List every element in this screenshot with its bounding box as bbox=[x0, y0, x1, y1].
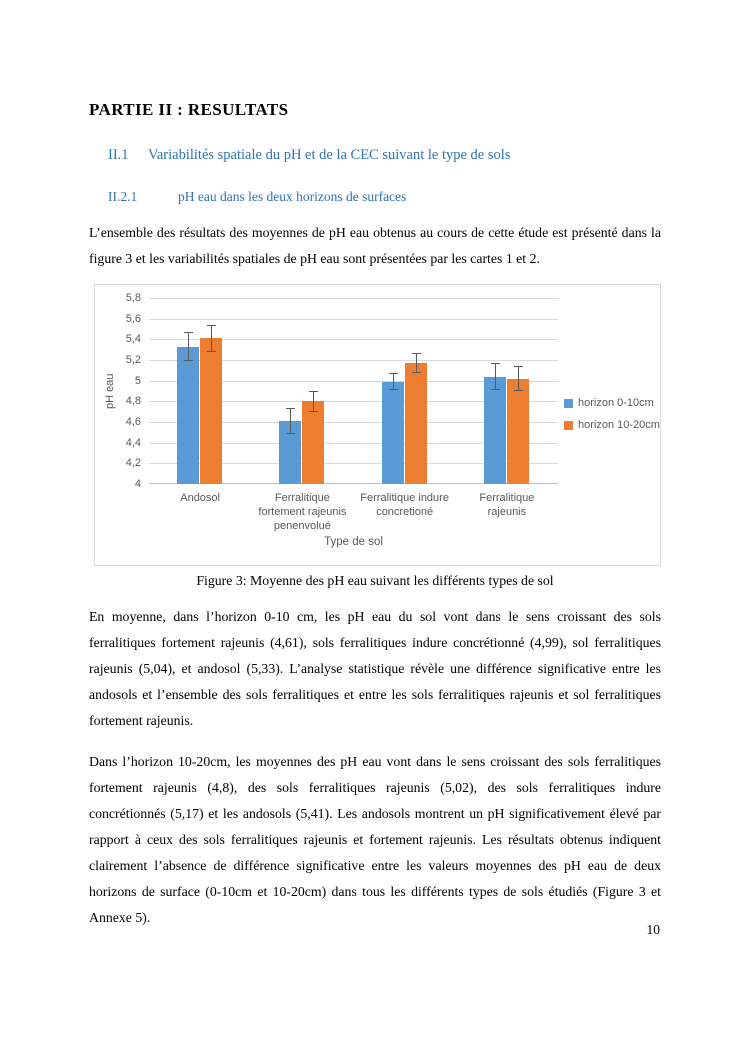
x-category-label: Ferralitique indure concretioné bbox=[360, 492, 449, 518]
results-paragraph-1: En moyenne, dans l’horizon 0-10 cm, les pH eau du sol vont dans le sens croissant des sols ferralitiques fortement rajeunis (4,61), sols ferralitiques indure concrétionné (4,99), sol ferralitiques rajeunis (5,04), et andosol (5,33). L’analyse statistique révèle une différence significative entre les andosols et l’ensemble des sols ferralitiques et entre les sols ferralitiques rajeunis et sol ferralitiques fortement rajeunis. bbox=[89, 609, 661, 728]
y-tick-label: 4,2 bbox=[125, 457, 141, 469]
error-bar bbox=[389, 373, 398, 390]
section-number: II.1 bbox=[108, 147, 129, 163]
legend-item bbox=[564, 397, 660, 409]
y-tick-label: 5,6 bbox=[125, 313, 141, 325]
x-axis-labels bbox=[149, 491, 558, 533]
y-tick-label: 4,8 bbox=[125, 395, 141, 407]
y-tick-label: 5,8 bbox=[125, 292, 141, 304]
bar bbox=[200, 338, 222, 484]
x-category-label: Ferralitique rajeunis bbox=[479, 492, 535, 518]
bar bbox=[177, 347, 199, 484]
y-tick-label: 5 bbox=[134, 375, 141, 387]
legend-item bbox=[564, 419, 660, 431]
subsection-number: II.2.1 bbox=[108, 189, 138, 204]
bar bbox=[382, 382, 404, 484]
error-bar bbox=[309, 391, 318, 412]
y-tick-label: 5,4 bbox=[125, 333, 141, 345]
y-tick-label: 4,4 bbox=[125, 437, 141, 449]
bar bbox=[405, 363, 427, 484]
section-title: Variabilités spatiale du pH et de la CEC suivant le type de sols bbox=[148, 147, 511, 163]
error-bar bbox=[184, 332, 193, 361]
y-tick-label: 5,2 bbox=[125, 354, 141, 366]
x-axis-title: Type de sol bbox=[324, 536, 383, 548]
error-bar bbox=[412, 353, 421, 373]
gridline bbox=[149, 319, 558, 320]
legend-label: horizon 0-10cm bbox=[578, 397, 654, 409]
results-paragraph-2: Dans l’horizon 10-20cm, les moyennes des pH eau vont dans le sens croissant des sols ferralitiques fortement rajeunis (4,8), des sols ferralitiques rajeunis (5,02), des sols ferralitiques indure concrétionnés (5,17) et les andosols (5,41). Les andosols montrent un pH significativement élevé par rapport à ceux des sols ferralitiques rajeunis et fortement rajeunis. Les résultats obtenus indiquent clairement l’absence de différence significative entre les valeurs moyennes des pH eau de deux horizons de surface (0-10cm et 10-20cm) dans tous les différents types de sols étudiés (Figure 3 et Annexe 5). bbox=[89, 754, 661, 925]
subsection-heading bbox=[108, 189, 661, 205]
bar bbox=[302, 401, 324, 484]
bar bbox=[507, 379, 529, 484]
x-category-label: Ferralitique fortement rajeunis penenvolué bbox=[258, 492, 347, 532]
error-bar bbox=[491, 363, 500, 390]
y-tick-label: 4 bbox=[134, 478, 141, 490]
chart-legend bbox=[564, 397, 660, 441]
legend-swatch bbox=[564, 399, 573, 408]
chart-figure bbox=[94, 284, 661, 566]
plot-area bbox=[149, 298, 558, 484]
error-bar bbox=[514, 366, 523, 391]
subsection-title: pH eau dans les deux horizons de surfaces bbox=[178, 189, 407, 204]
section-heading bbox=[108, 147, 661, 164]
y-axis-ticks bbox=[95, 292, 141, 490]
figure-caption: Figure 3: Moyenne des pH eau suivant les différents types de sol bbox=[196, 573, 554, 588]
y-tick-label: 4,6 bbox=[125, 416, 141, 428]
page-content bbox=[89, 0, 661, 931]
x-category-label: Andosol bbox=[180, 492, 220, 504]
legend-swatch bbox=[564, 421, 573, 430]
intro-paragraph: L’ensemble des résultats des moyennes de pH eau obtenus au cours de cette étude est présenté dans la figure 3 et les variabilités spatiales de pH eau sont présentées par les cartes 1 et 2. bbox=[89, 225, 661, 266]
page-number: 10 bbox=[646, 922, 660, 937]
legend-label: horizon 10-20cm bbox=[578, 419, 660, 431]
error-bar bbox=[207, 325, 216, 352]
bar bbox=[484, 377, 506, 484]
y-axis-title: pH eau bbox=[104, 373, 116, 409]
part-title: PARTIE II : RESULTATS bbox=[89, 100, 289, 119]
gridline bbox=[149, 298, 558, 299]
error-bar bbox=[286, 408, 295, 434]
